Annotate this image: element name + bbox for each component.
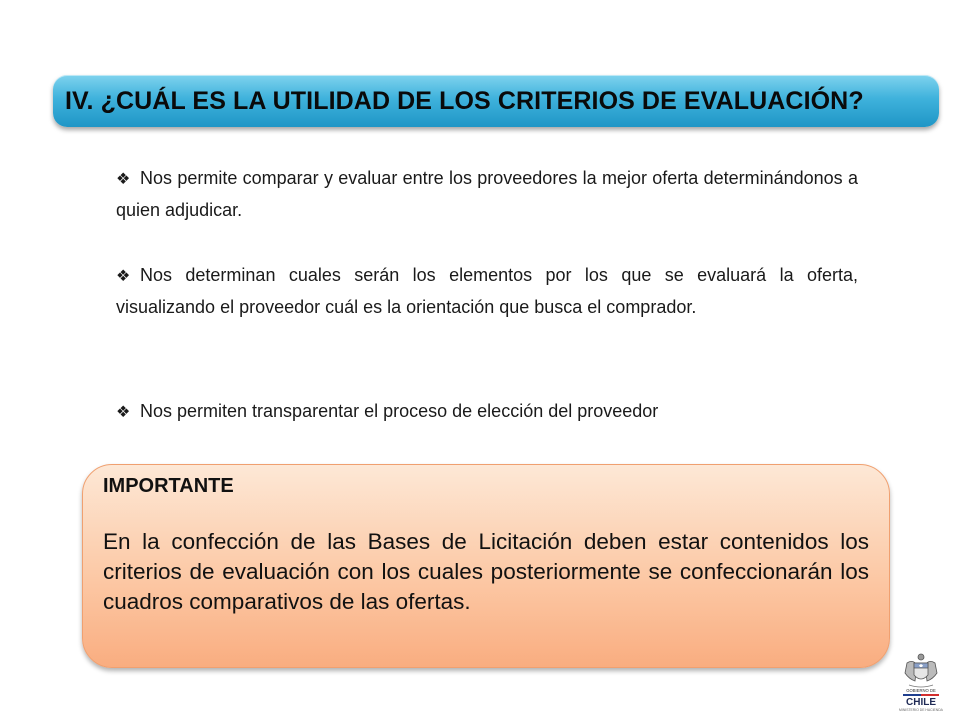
logo-line2: CHILE <box>906 697 936 708</box>
flag-red-stripe <box>921 694 939 696</box>
bullet-item <box>116 163 858 225</box>
diamond-bullet-icon: ❖ <box>116 268 131 285</box>
gobierno-de-chile-logo <box>893 651 949 713</box>
important-heading: IMPORTANTE <box>103 475 234 497</box>
bullet-item <box>116 260 858 322</box>
diamond-bullet-icon: ❖ <box>116 404 131 421</box>
flag-blue-stripe <box>903 694 921 696</box>
logo-line1: GOBIERNO DE <box>906 688 936 693</box>
slide-title: IV. ¿CUÁL ES LA UTILIDAD DE LOS CRITERIOS DE EVALUACIÓN? <box>65 86 864 115</box>
bullet-item <box>116 396 858 428</box>
slide-title-bar <box>53 75 939 127</box>
important-callout <box>82 464 890 668</box>
bullet-text: Nos determinan cuales serán los elementos por los que se evaluará la oferta, visualizando el proveedor cuál es la orientación que busca el comprador. <box>116 265 858 317</box>
diamond-bullet-icon: ❖ <box>116 171 131 188</box>
logo-line3: MINISTERIO DE HACIENDA <box>899 708 943 712</box>
important-body: En la confección de las Bases de Licitación deben estar contenidos los criterios de evaluación con los cuales posteriormente se confeccionarán los cuadros comparativos de las ofertas. <box>103 529 869 614</box>
bullet-text: Nos permite comparar y evaluar entre los proveedores la mejor oferta determinándonos a quien adjudicar. <box>116 168 858 220</box>
coat-of-arms-icon <box>905 654 937 687</box>
bullet-text: Nos permiten transparentar el proceso de elección del proveedor <box>140 401 659 421</box>
